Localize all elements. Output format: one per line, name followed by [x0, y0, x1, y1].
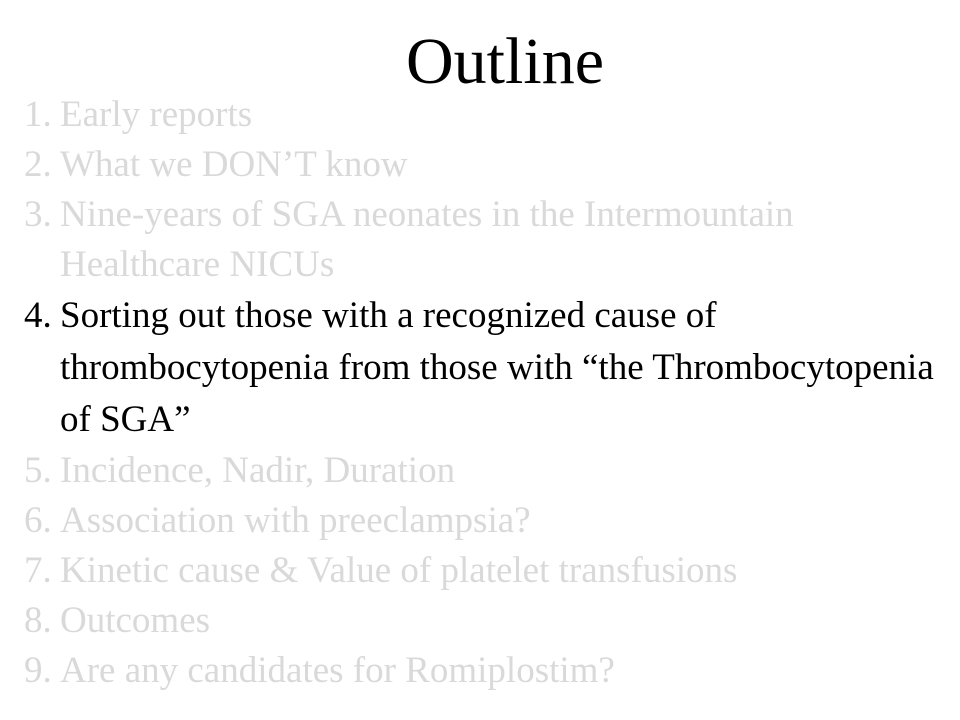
outline-item-text: Early reports — [60, 94, 253, 135]
outline-item-number: 7. — [24, 550, 52, 591]
outline-item-number: 9. — [24, 650, 52, 691]
outline-item-number: 2. — [24, 144, 52, 185]
outline-item-text: What we DON’T know — [60, 144, 408, 185]
outline-item-8 — [24, 596, 944, 646]
outline-item-text: Incidence, Nadir, Duration — [60, 450, 456, 491]
outline-item-text: Association with preeclampsia? — [60, 500, 531, 541]
outline-item-text: Are any candidates for Romiplostim? — [60, 650, 615, 691]
outline-item-number: 3. — [24, 194, 52, 235]
outline-item-1 — [24, 90, 944, 140]
outline-item-4 — [24, 290, 944, 446]
outline-item-number: 6. — [24, 500, 52, 541]
outline-item-3 — [24, 190, 944, 290]
outline-item-number: 8. — [24, 600, 52, 641]
outline-item-number: 4. — [24, 295, 52, 336]
outline-item-5 — [24, 446, 944, 496]
outline-item-9 — [24, 646, 944, 696]
outline-item-7 — [24, 546, 944, 596]
outline-item-text: Nine-years of SGA neonates in the Intermountain Healthcare NICUs — [60, 194, 794, 285]
outline-item-number: 5. — [24, 450, 52, 491]
outline-item-text: Kinetic cause & Value of platelet transfusions — [60, 550, 738, 591]
outline-item-text: Sorting out those with a recognized cause of thrombocytopenia from those with “the Thrombocytopenia of SGA” — [60, 295, 934, 440]
outline-item-text: Outcomes — [60, 600, 211, 641]
slide-title: Outline — [406, 25, 604, 98]
outline-item-2 — [24, 140, 944, 190]
outline-item-6 — [24, 496, 944, 546]
outline-item-number: 1. — [24, 94, 52, 135]
outline-list — [24, 90, 944, 696]
